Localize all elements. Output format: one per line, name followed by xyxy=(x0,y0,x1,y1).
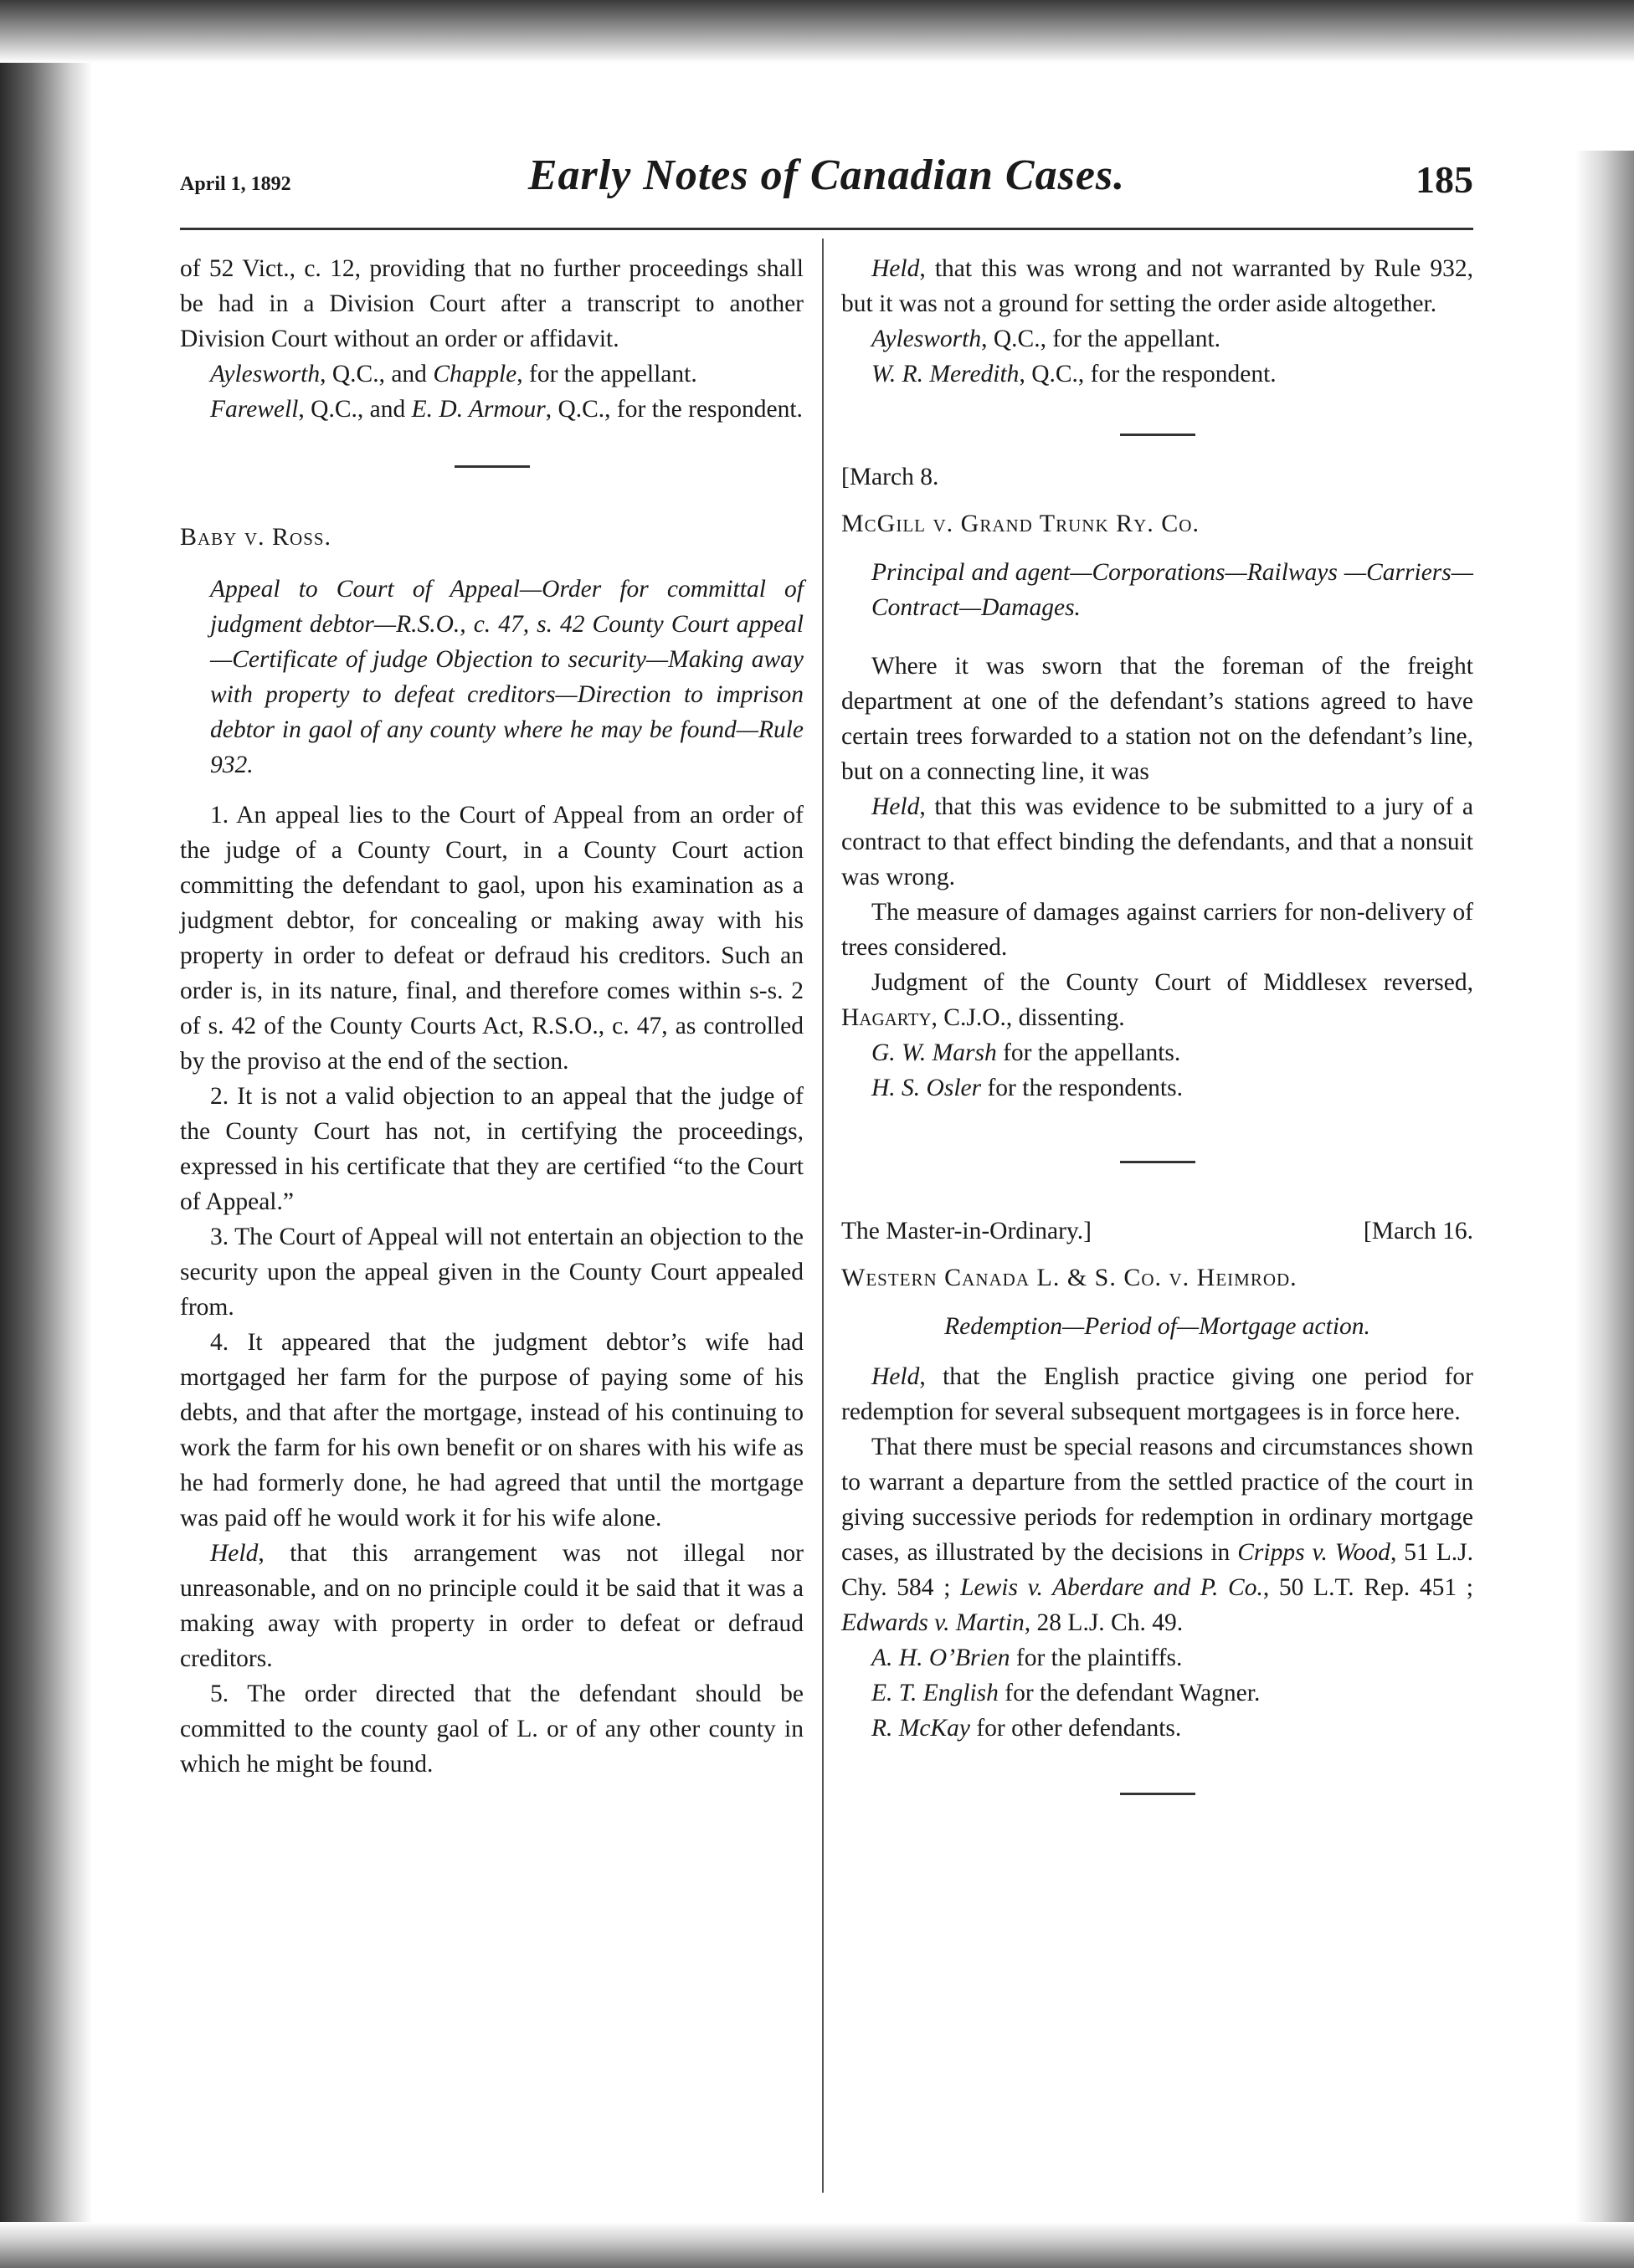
holding-paragraph: 4. It appeared that the judgment debtor’s wife had mortgaged her farm for the purpose of paying some of his debts, and that after the mortgage, instead of his continuing to work the farm for his own benefit or on shares with his wife as he had formerly done, he had agreed that until the mortgage was paid off he would work it for his wife alone. xyxy=(180,1329,804,1532)
counsel-line: Aylesworth, Q.C., and Chapple, for the appellant. xyxy=(210,361,697,387)
left-column xyxy=(180,251,804,1782)
right-column xyxy=(841,251,1473,1795)
case-paragraph: The measure of damages against carriers for non-delivery of trees considered. xyxy=(841,899,1473,961)
scan-edge-bottom xyxy=(0,2222,1634,2268)
counsel-line: E. T. English for the defendant Wagner. xyxy=(871,1680,1261,1706)
holding-paragraph: 3. The Court of Appeal will not entertain an objection to the security upon the appeal given in the County Court appealed from. xyxy=(180,1224,804,1321)
held-paragraph: Held, that the English practice giving one period for redemption for several subsequent mortgagees is in force here. xyxy=(841,1363,1473,1425)
header-title: Early Notes of Canadian Cases. xyxy=(527,151,1126,199)
counsel-line: H. S. Osler for the respondents. xyxy=(871,1075,1183,1101)
counsel-line: Farewell, Q.C., and E. D. Armour, Q.C., for the respondent. xyxy=(210,396,803,423)
held-paragraph: Held, that this was evidence to be submitted to a jury of a contract to that effect binding the defendants, and that a nonsuit was wrong. xyxy=(841,793,1473,890)
case-title: Western Canada L. & S. Co. v. Heimrod. xyxy=(841,1264,1297,1291)
counsel-line: G. W. Marsh for the appellants. xyxy=(871,1039,1181,1066)
counsel-line: Aylesworth, Q.C., for the appellant. xyxy=(871,326,1221,352)
counsel-line: A. H. O’Brien for the plaintiffs. xyxy=(871,1645,1183,1671)
column-divider xyxy=(822,239,824,2193)
case-paragraph: That there must be special reasons and circumstances shown to warrant a departure from the settled practice of the court in giving successive periods for redemption in ordinary mortgage cases, as illustrated by the decisions in Cripps v. Wood, 51 L.J. Chy. 584 ; Lewis v. Aberdare and P. Co., 50 L.T. Rep. 451 ; Edwards v. Martin, 28 L.J. Ch. 49. xyxy=(841,1434,1474,1636)
scan-edge-left xyxy=(0,0,92,2268)
continued-text: of 52 Vict., c. 12, providing that no further proceedings shall be had in a Division Court after a transcript to another Division Court without an order or affidavit. xyxy=(180,255,804,352)
case-date: [March 8. xyxy=(841,464,939,490)
case-headnote: Redemption—Period of—Mortgage action. xyxy=(944,1313,1370,1340)
counsel-line: W. R. Meredith, Q.C., for the respondent. xyxy=(871,361,1277,387)
holding-paragraph: 1. An appeal lies to the Court of Appeal from an order of the judge of a County Court, in a County Court action committing the defendant to gaol, upon his examination as a judgment debtor, for concealing or making away with his property in order to defeat or defraud his creditors. Such an order is, in its nature, final, and therefore comes within s-s. 2 of s. 42 of the County Courts Act, R.S.O., c. 47, as controlled by the proviso at the end of the section. xyxy=(180,802,804,1075)
header-date: April 1, 1892 xyxy=(180,173,291,195)
judgment-paragraph: Judgment of the County Court of Middlesex reversed, Hagarty, C.J.O., dissenting. xyxy=(841,969,1473,1031)
section-separator xyxy=(1120,1793,1195,1795)
counsel-line: R. McKay for other defendants. xyxy=(871,1715,1182,1742)
scan-edge-right xyxy=(1575,151,1634,2268)
header-rule xyxy=(180,228,1473,230)
case-title: Baby v. Ross. xyxy=(180,523,332,551)
page-number: 185 xyxy=(1416,158,1473,201)
running-header xyxy=(180,151,1473,218)
court-line: The Master-in-Ordinary.] [March 16. xyxy=(841,1218,1473,1244)
holding-paragraph: 2. It is not a valid objection to an appeal that the judge of the County Court has not, in certifying the proceedings, expressed in his certificate that they are certified “to the Court of Appeal.” xyxy=(180,1083,804,1215)
case-headnote: Appeal to Court of Appeal—Order for committal of judgment debtor—R.S.O., c. 47, s. 42 County Court appeal—Certificate of judge Objection to security—Making away with property to defeat creditors—Direction to imprison debtor in gaol of any county where he may be found—Rule 932. xyxy=(210,576,804,778)
case-headnote: Principal and agent—Corporations—Railways —Carriers—Contract—Damages. xyxy=(871,559,1473,621)
scan-edge-top xyxy=(0,0,1634,63)
holding-paragraph: 5. The order directed that the defendant should be committed to the county gaol of L. or of any other county in which he might be found. xyxy=(180,1680,804,1778)
held-paragraph: Held, that this arrangement was not illegal nor unreasonable, and on no principle could it be said that it was a making away with property in order to defeat or defraud creditors. xyxy=(180,1540,804,1672)
case-title: McGill v. Grand Trunk Ry. Co. xyxy=(841,510,1200,537)
case-paragraph: Where it was sworn that the foreman of the freight department at one of the defendant’s stations agreed to have certain trees forwarded to a station not on the defendant’s line, but on a connecting line, it was xyxy=(841,653,1473,785)
held-paragraph: Held, that this was wrong and not warranted by Rule 932, but it was not a ground for setting the order aside altogether. xyxy=(841,255,1473,317)
